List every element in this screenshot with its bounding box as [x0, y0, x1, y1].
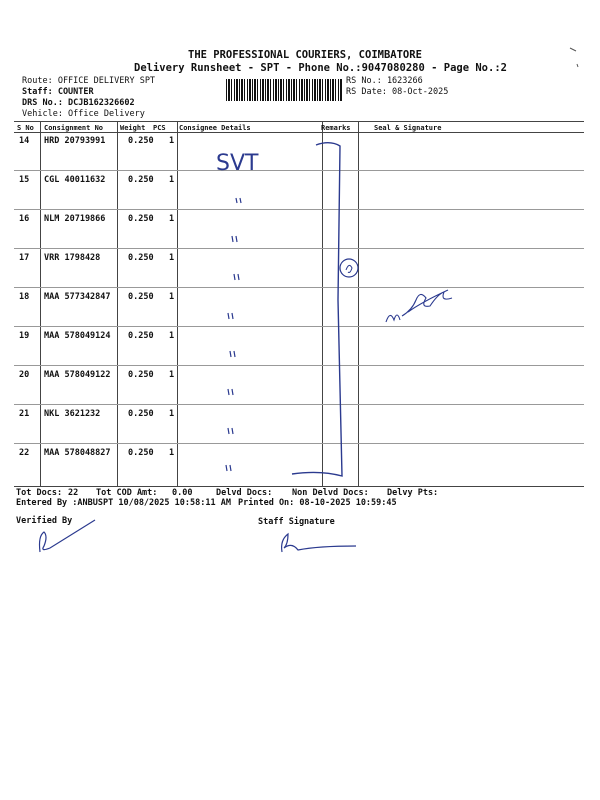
col-header-seal: Seal & Signature [374, 124, 442, 132]
row-weight: 0.250 [128, 331, 154, 341]
staff-signature [282, 534, 356, 552]
row-sno: 15 [19, 175, 30, 185]
row-sno: 17 [19, 253, 30, 263]
row-pcs: 1 [169, 175, 175, 185]
row-consignment: CGL 40011632 [44, 175, 106, 185]
row-sno: 19 [19, 331, 30, 341]
runsheet-subtitle: Delivery Runsheet - SPT - Phone No.:9047080280 - Page No.:2 [134, 62, 507, 74]
row-pcs: 1 [169, 448, 175, 458]
row-weight: 0.250 [128, 175, 154, 185]
ditto-marks [226, 198, 241, 471]
col-header-weight: Weight [120, 124, 146, 132]
row-weight: 0.250 [128, 136, 154, 146]
row-consignment: HRD 20793991 [44, 136, 106, 146]
seal-signature [386, 290, 452, 322]
verified-by-label: Verified By [16, 516, 73, 526]
col-header-consignee: Consignee Details [179, 124, 251, 132]
row-consignment: VRR 1798428 [44, 253, 101, 263]
delvd-docs-label: Delvd Docs: [216, 488, 273, 498]
row-pcs: 1 [169, 370, 175, 380]
row-weight: 0.250 [128, 214, 154, 224]
bracket-stroke [292, 143, 342, 476]
row-sno: 14 [19, 136, 30, 146]
non-delvd-docs-label: Non Delvd Docs: [292, 488, 369, 498]
staff-label: Staff: COUNTER [22, 87, 94, 97]
row-consignment: MAA 577342847 [44, 292, 111, 302]
tot-docs-value: 22 [68, 488, 79, 498]
row-sno: 22 [19, 448, 30, 458]
col-header-pcs: PCS [153, 124, 166, 132]
row-pcs: 1 [169, 292, 175, 302]
row-sno: 20 [19, 370, 30, 380]
row-consignment: MAA 578048827 [44, 448, 111, 458]
vehicle-label: Vehicle: Office Delivery [22, 109, 145, 119]
tot-docs-label: Tot Docs: [16, 488, 63, 498]
tot-cod-label: Tot COD Amt: [96, 488, 158, 498]
delvy-pts-label: Delvy Pts: [387, 488, 439, 498]
col-header-remarks: Remarks [321, 124, 351, 132]
rs-number: RS No.: 1623266 [346, 76, 423, 86]
drs-number: DRS No.: DCJB162326602 [22, 98, 135, 108]
ring-mark [340, 259, 358, 277]
row-pcs: 1 [169, 331, 175, 341]
row-weight: 0.250 [128, 409, 154, 419]
row-weight: 0.250 [128, 292, 154, 302]
verifier-signature [40, 520, 96, 552]
row-consignment: MAA 578049122 [44, 370, 111, 380]
rs-date: RS Date: 08-Oct-2025 [346, 87, 449, 97]
row-pcs: 1 [169, 136, 175, 146]
row-pcs: 1 [169, 214, 175, 224]
entered-by: Entered By :ANBUSPT 10/08/2025 10:58:11 AM [16, 498, 231, 508]
corner-marks [570, 48, 578, 67]
row-pcs: 1 [169, 409, 175, 419]
company-title: THE PROFESSIONAL COURIERS, COIMBATORE [188, 49, 422, 61]
col-header-sno: S No [17, 124, 34, 132]
row-pcs: 1 [169, 253, 175, 263]
col-header-consignment: Consignment No [44, 124, 104, 132]
row-weight: 0.250 [128, 370, 154, 380]
printed-on: Printed On: 08-10-2025 10:59:45 [238, 498, 397, 508]
row-sno: 18 [19, 292, 30, 302]
row-sno: 16 [19, 214, 30, 224]
route-label: Route: OFFICE DELIVERY SPT [22, 76, 156, 86]
row-sno: 21 [19, 409, 30, 419]
row-consignment: NKL 3621232 [44, 409, 101, 419]
row-weight: 0.250 [128, 253, 154, 263]
consignee-handwritten-note: SVT [216, 151, 259, 176]
row-consignment: MAA 578049124 [44, 331, 111, 341]
staff-signature-label: Staff Signature [258, 517, 335, 527]
tot-cod-value: 0.00 [172, 488, 193, 498]
row-consignment: NLM 20719866 [44, 214, 106, 224]
row-weight: 0.250 [128, 448, 154, 458]
